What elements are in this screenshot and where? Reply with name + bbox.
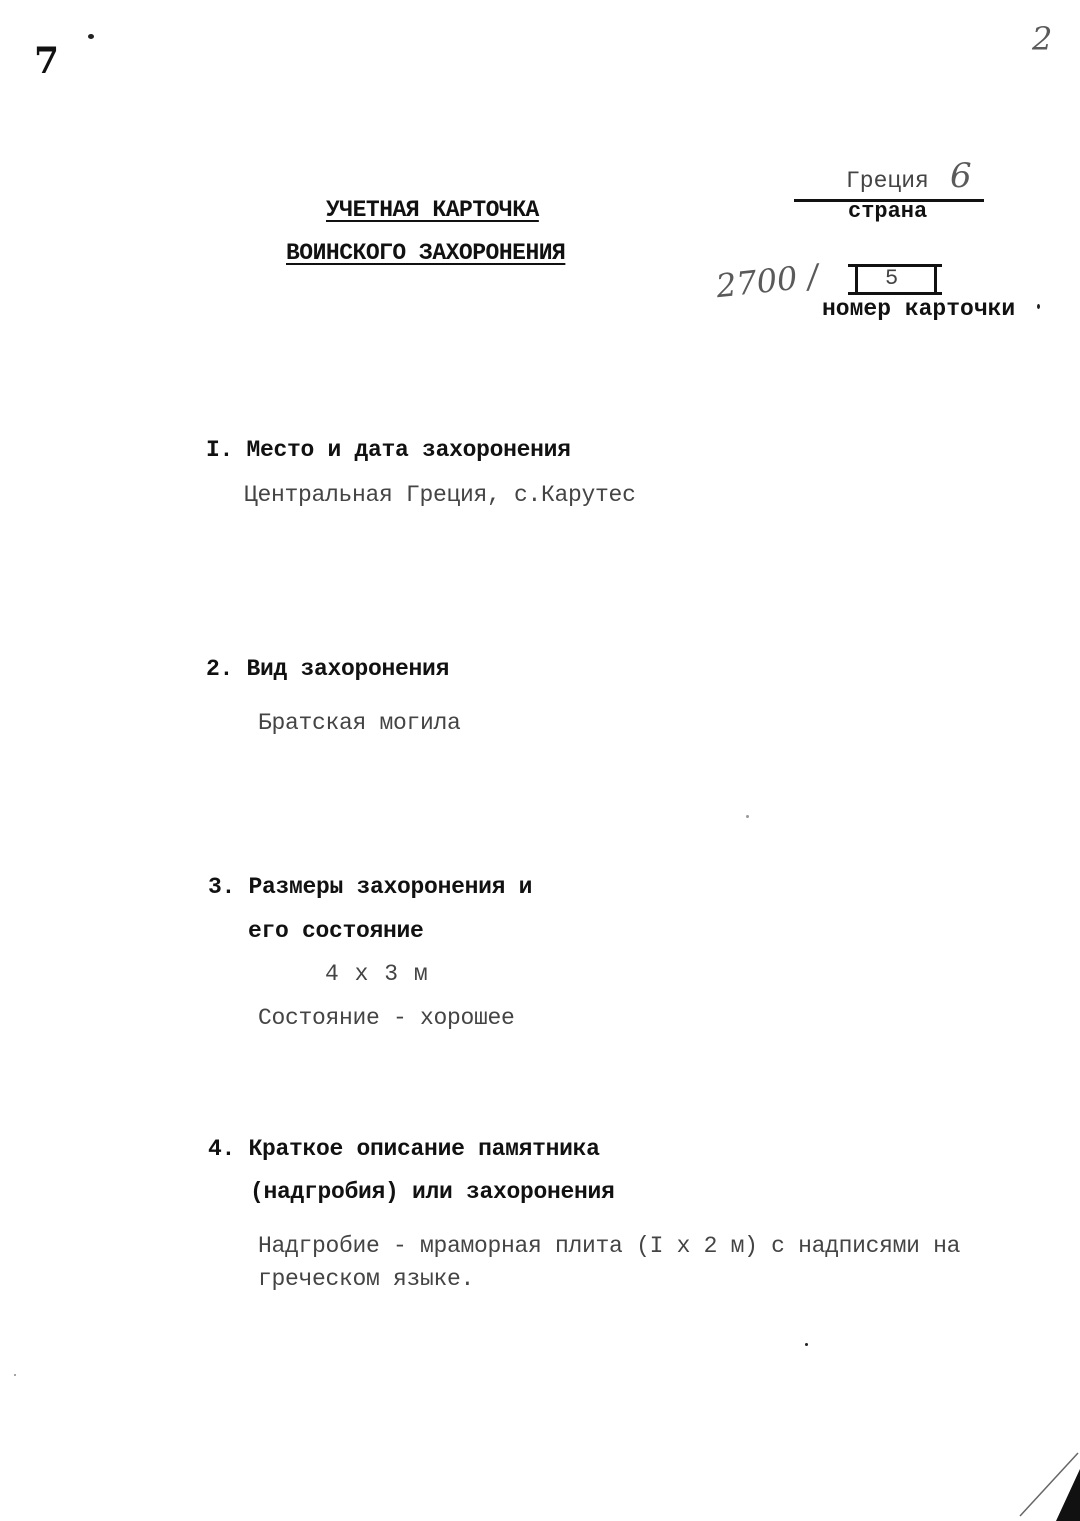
section-1-heading [206,437,571,463]
document-title-line2: ВОИНСКОГО ЗАХОРОНЕНИЯ [286,240,566,266]
section-1-value: Центральная Греция, с.Карутес [244,482,636,508]
section-4-heading-line1: Краткое описание памятника [248,1136,600,1162]
section-4-heading [208,1136,600,1162]
page-number-handwritten: 2 [1032,20,1053,58]
section-3-condition: Состояние - хорошее [258,1005,515,1031]
scan-speck [14,1374,16,1376]
section-4-description-line1: Надгробие - мраморная плита (I x 2 м) с надписями на [258,1233,961,1259]
country-value: Греция [846,168,929,194]
section-2-value: Братская могила [258,710,461,736]
card-number-bracket-left [855,264,858,294]
ink-speck [1037,304,1040,309]
section-4-number: 4. [208,1136,236,1162]
section-4-heading-line2: (надгробия) или захоронения [250,1179,615,1205]
ink-speck [88,34,94,39]
card-number: 5 [885,266,899,291]
section-3-heading-line1: Размеры захоронения и [248,874,533,900]
section-2-number: 2. [206,656,234,682]
page-corner-fold [1000,1431,1080,1521]
card-number-underline [848,292,942,295]
card-number-label: номер карточки [822,296,1016,322]
country-label: страна [848,199,928,224]
section-1-number: I. [206,437,234,463]
section-3-heading-line2: его состояние [248,918,424,944]
section-3-number: 3. [208,874,236,900]
section-3-dimensions: 4 x 3 м [325,961,429,987]
card-number-bracket-right [934,264,937,294]
section-2-heading-line1: Вид захоронения [246,656,450,682]
document-title-line1: УЧЕТНАЯ КАРТОЧКА [326,197,539,223]
section-1-heading-line1: Место и дата захоронения [246,437,571,463]
corner-mark-left: 7 [34,40,60,82]
country-handwritten-mark: 6 [950,156,972,196]
section-2-heading [206,656,449,682]
card-prefix-handwritten: 2700 / [714,256,821,306]
section-4-description-line2: греческом языке. [258,1266,475,1292]
scan-speck [746,815,749,818]
scan-speck [805,1343,808,1346]
section-3-heading [208,874,532,900]
